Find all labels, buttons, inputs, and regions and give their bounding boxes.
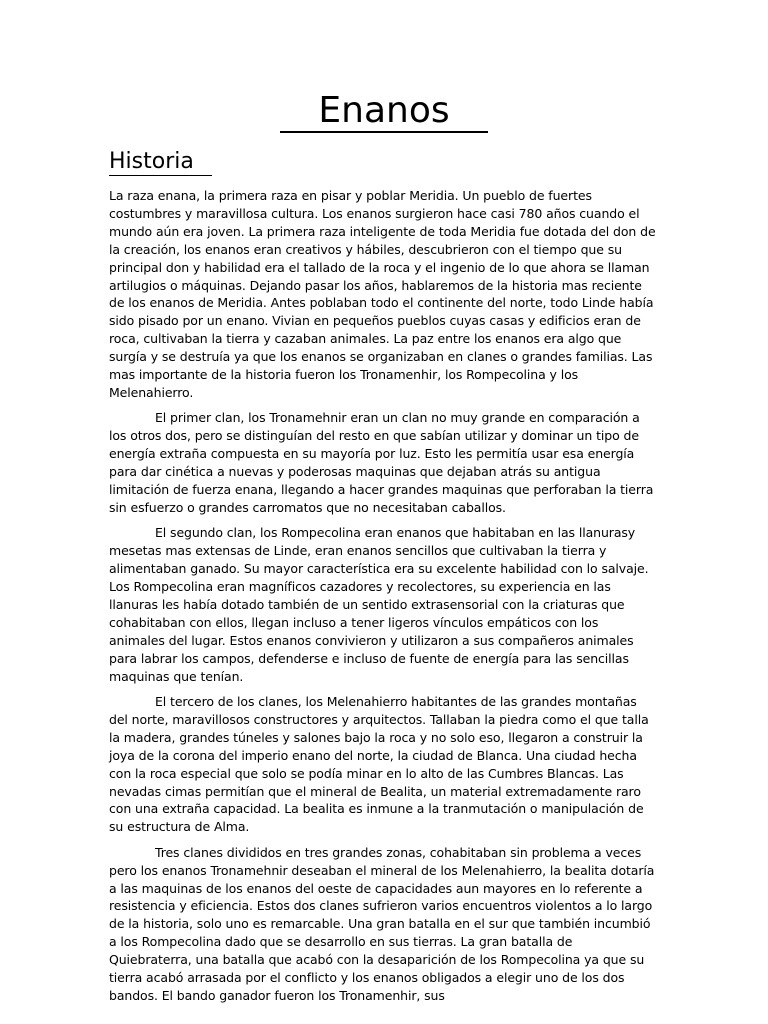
document-body — [109, 187, 657, 1012]
section-heading-text: Historia — [109, 149, 212, 176]
paragraph-2: El primer clan, los Tronamehnir eran un clan no muy grande en comparación a los otros dos, pero se distinguían del resto en que sabían utilizar y dominar un tipo de energía extraña compuesta en su mayoría por luz. Esto les permitía usar esa energía para dar cinética a nuevas y poderosas maquinas que dejaban atrás su antigua limitación de fuerza enana, llegando a hacer grandes maquinas que perforaban la tierra sin esfuerzo o grandes carromatos que no necesitaban caballos. — [109, 410, 654, 515]
paragraph-1: La raza enana, la primera raza en pisar y poblar Meridia. Un pueblo de fuertes costumbres y maravillosa cultura. Los enanos surgieron hace casi 780 años cuando el mundo aún era joven. La primera raza inteligente de toda Meridia fue dotada del don de la creación, los enanos eran creativos y hábiles, descubrieron con el tiempo que su principal don y habilidad era el tallado de la roca y el ingenio de lo que ahora se llaman artilugios o máquinas. Dejando pasar los años, hablaremos de la historia mas reciente de los enanos de Meridia. Antes poblaban todo el continente del norte, todo Linde había sido pisado por un enano. Vivian en pequeños pueblos cuyas casas y edificios eran de roca, cultivaban la tierra y cazaban animales. La paz entre los enanos era algo que surgía y se destruía ya que los enanos se organizaban en clanes o grandes familias. Las mas importante de la historia fueron los Tronamenhir, los Rompecolina y los Melenahierro. — [109, 188, 656, 400]
document-title-text: Enanos — [280, 91, 487, 133]
document-title — [0, 88, 768, 134]
paragraph-5: Tres clanes divididos en tres grandes zonas, cohabitaban sin problema a veces pero los enanos Tronamehnir deseaban el mineral de los Melenahierro, la bealita dotaría a las maquinas de los enanos del oeste de capacidades aun mayores en lo referente a resistencia y eficiencia. Estos dos clanes sufrieron varios encuentros violentos a lo largo de la historia, solo uno es remarcable. Una gran batalla en el sur que también incumbió a los Rompecolina dado que se desarrollo en sus tierras. La gran batalla de Quiebraterra, una batalla que acabó con la desaparición de los Rompecolina ya que su tierra acabó arrasada por el conflicto y los enanos obligados a elegir uno de los dos bandos. El bando ganador fueron los Tronamenhir, sus — [109, 844, 655, 1003]
paragraph-3: El segundo clan, los Rompecolina eran enanos que habitaban en las llanurasy mesetas mas extensas de Linde, eran enanos sencillos que cultivaban la tierra y alimentaban ganado. Su mayor característica era su excelente habilidad con lo salvaje. Los Rompecolina eran magníficos cazadores y recolectores, su experiencia en las llanuras les había dotado también de un sentido extrasensorial con la criaturas que cohabitaban con ellos, llegan incluso a tener ligeros vínculos empáticos con los animales del lugar. Estos enanos convivieron y utilizaron a sus compañeros animales para labrar los campos, defenderse e incluso de fuente de energía para las sencillas maquinas que tenían. — [109, 525, 649, 684]
section-heading — [109, 148, 212, 176]
paragraph-4: El tercero de los clanes, los Melenahierro habitantes de las grandes montañas del norte, maravillosos constructores y arquitectos. Tallaban la piedra como el que talla la madera, grandes túneles y salones bajo la roca y no solo eso, llegaron a construir la joya de la corona del imperio enano del norte, la ciudad de Blanca. Una ciudad hecha con la roca especial que solo se podía minar en lo alto de las Cumbres Blancas. Las nevadas cimas permitían que el mineral de Bealita, un material extremadamente raro con una extraña capacidad. La bealita es inmune a la tranmutación o manipulación de su estructura de Alma. — [109, 693, 649, 835]
